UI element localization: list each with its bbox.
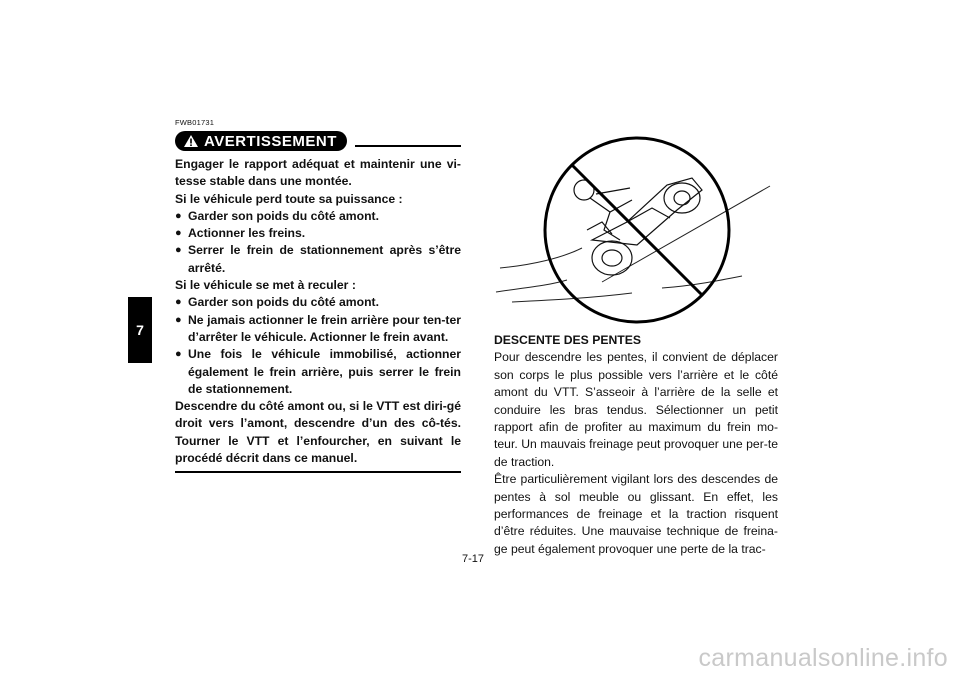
list-item: ● Garder son poids du côté amont. [175, 208, 461, 225]
list-item: ● Une fois le véhicule immobilisé, actionner également le frein arrière, puis serrer le frein de stationnement. [175, 346, 461, 398]
atv-downhill-prohibited-illustration [492, 130, 777, 330]
bullet-icon: ● [175, 348, 182, 361]
section-paragraph-1: Pour descendre les pentes, il convient de déplacer son corps le plus possible vers l’arrière et le côté amont du VTT. S’asseoir à l’arrière de la selle et conduire les bras tendus. Sélectionner un petit rapport afin de profiter au maximum du frein mo-teur. Un mauvais freinage peut provoquer une per-te de traction. [494, 350, 778, 469]
section-heading: DESCENTE DES PENTES [494, 333, 641, 347]
warning-label: AVERTISSEMENT [204, 132, 337, 150]
chapter-tab: 7 [128, 297, 152, 363]
warning-header [175, 130, 461, 152]
warning-bottom-rule [175, 471, 461, 472]
warning-badge [175, 131, 347, 151]
list-item: ● Garder son poids du côté amont. [175, 294, 461, 311]
bullet-icon: ● [175, 227, 182, 240]
section-descente [494, 332, 778, 558]
rider-figure [574, 180, 632, 240]
warning-top-rule [355, 145, 461, 146]
bullet-icon: ● [175, 209, 182, 222]
warning-body [175, 156, 461, 467]
rolling-back-heading: Si le véhicule se met à reculer : [175, 278, 356, 293]
list-item: ● Serrer le frein de stationnement après s’être arrêté. [175, 242, 461, 277]
section-paragraph-2: Être particulièrement vigilant lors des descendes de pentes à sol meuble ou glissant. En effet, les performances de freinage et la traction risquent d’être réduites. Une mauvaise technique de freina-ge peut également provoquer une perte de la trac- [494, 472, 778, 556]
list-item: ● Actionner les freins. [175, 225, 461, 242]
warning-intro: Engager le rapport adéquat et maintenir une vi-tesse stable dans une montée. [175, 157, 461, 189]
warning-code: FWB01731 [175, 118, 215, 127]
page-number: 7-17 [462, 553, 485, 565]
watermark: carmanualsonline.info [698, 644, 948, 672]
warning-box [175, 118, 461, 473]
warning-closing: Descendre du côté amont ou, si le VTT est diri-gé droit vers l’amont, descendre d’un des cô-tés. Tourner le VTT et l’enfourcher, en suivant le procédé décrit dans ce manuel. [175, 399, 461, 466]
power-loss-heading: Si le véhicule perd toute sa puissance : [175, 191, 403, 206]
prohibition-circle-icon [545, 138, 729, 322]
bullet-icon: ● [175, 244, 182, 257]
warning-triangle-icon [183, 134, 199, 148]
bullet-icon: ● [175, 296, 182, 309]
list-item: ● Ne jamais actionner le frein arrière pour ten-ter d’arrêter le véhicule. Actionner le frein avant. [175, 312, 461, 347]
bullet-icon: ● [175, 313, 182, 326]
